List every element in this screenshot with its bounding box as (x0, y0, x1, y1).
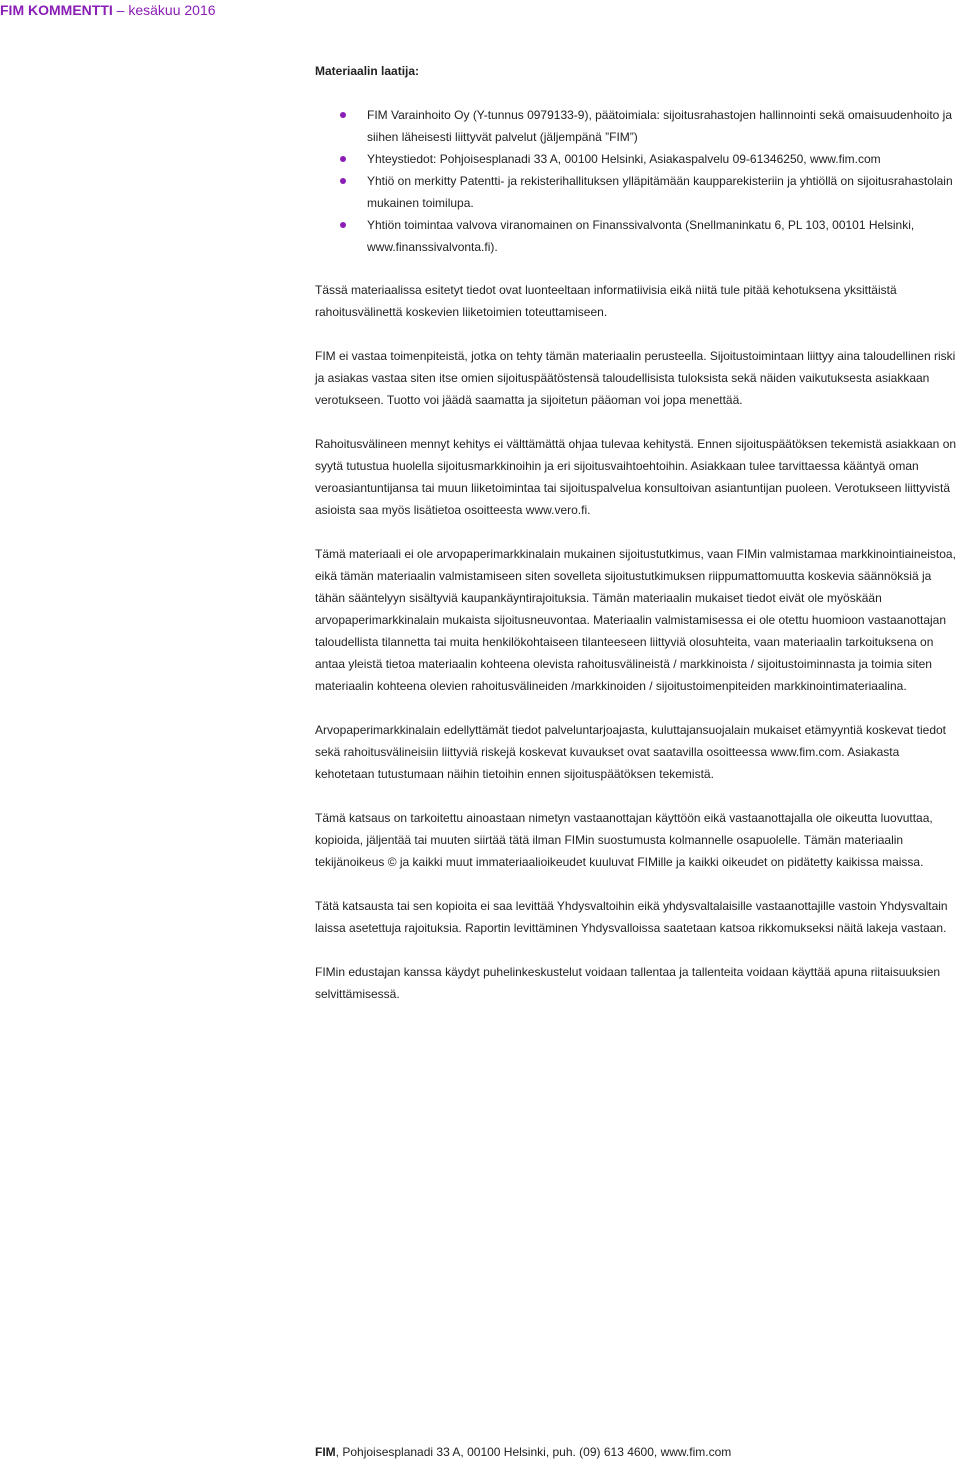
bullet-icon (340, 178, 346, 184)
paragraph-copyright: Tämä katsaus on tarkoitettu ainoastaan nimetyn vastaanottajan käyttöön eikä vastaanottajalla ole oikeutta luovuttaa, kopioida, jäljentää tai muuten siirtää tätä ilman FIMin suostumusta kolmannelle osapuolelle. Tämän materiaalin tekijänoikeus © ja kaikki muut immateriaalioikeudet kuuluvat FIMille ja kaikki oikeudet on pidätetty kaikissa maissa. (315, 811, 933, 869)
list-item (315, 170, 960, 214)
paragraph-service-info: Arvopaperimarkkinalain edellyttämät tiedot palveluntarjoajasta, kuluttajansuojalain mukaiset etämyyntiä koskevat tiedot sekä rahoitusvälineisiin liittyviä riskejä koskevat kuvaukset ovat saatavilla osoitteessa www.fim.com. Asiakasta kehotetaan tutustumaan näihin tietoihin ennen sijoituspäätöksen tekemistä. (315, 723, 947, 781)
paragraph-marketing-material: Tämä materiaali ei ole arvopaperimarkkinalain mukainen sijoitustutkimus, vaan FIMin valmistamaa markkinointiaineistoa, eikä tämän materiaalin valmistamiseen siten sovelleta sijoitustutkimuksen riippumattomuutta koskevia säännöksiä ja tähän sääntelyyn sisältyviä kaupankäyntirajoituksia. Tämän materiaalin mukaiset tiedot eivät ole myöskään arvopaperimarkkinalain mukaista sijoitusneuvontaa. Materiaalin valmistamisessa ei ole otettu huomioon vastaanottajan taloudellista tilannetta tai muita henkilökohtaiseen tilanteeseen liittyviä olosuhteita, vaan materiaalin tarkoituksena on antaa yleistä tietoa materiaalin kohteena olevista rahoitusvälineistä / markkinoista / sijoitustoiminnasta ja toimia siten materiaalin kohteena olevien rahoitusvälineiden /markkinoiden / sijoitustoimenpiteiden markkinointimateriaalina. (315, 547, 956, 693)
paragraph-past-performance: Rahoitusvälineen mennyt kehitys ei välttämättä ohjaa tulevaa kehitystä. Ennen sijoituspäätöksen tekemistä asiakkaan on syytä tutustua huolella sijoitusmarkkinoihin ja eri sijoitusvaihtoehtoihin. Asiakkaan tulee tarvittaessa kääntyä oman veroasiantuntijansa tai muun liiketoimintaa tai sijoituspalvelua konsultoivan asiantuntijan puoleen. Verotukseen liittyvistä asioista saa myös lisätietoa osoitteesta www.vero.fi. (315, 437, 957, 517)
footer-brand: FIM (315, 1445, 336, 1459)
list-item-text: FIM Varainhoito Oy (Y-tunnus 0979133-9), päätoimiala: sijoitusrahastojen hallinnointi sekä omaisuudenhoito ja siihen läheisesti liittyvät palvelut (jäljempänä ”FIM”) (367, 108, 953, 144)
header-brand: FIM KOMMENTTI (0, 2, 113, 18)
paragraph-informative: Tässä materiaalissa esitetyt tiedot ovat luonteeltaan informatiivisia eikä niitä tule pitää kehotuksena yksittäistä rahoitusvälinettä koskevien liiketoimien toteuttamiseen. (315, 283, 897, 319)
header-separator: – (116, 2, 125, 18)
list-item-text: Yhteystiedot: Pohjoisesplanadi 33 A, 00100 Helsinki, Asiakaspalvelu 09-61346250, www.fim.com (367, 152, 881, 166)
disclaimer-content (315, 60, 960, 1005)
list-item (315, 148, 960, 170)
paragraph-call-recording: FIMin edustajan kanssa käydyt puhelinkeskustelut voidaan tallentaa ja tallenteita voidaan käyttää apuna riitaisuuksien selvittämisessä. (315, 965, 941, 1001)
bullet-icon (340, 222, 346, 228)
author-info-list (315, 104, 960, 258)
list-item-text: Yhtiö on merkitty Patentti- ja rekisterihallituksen ylläpitämään kaupparekisteriin ja yhtiöllä on sijoitusrahastolain mukainen toimilupa. (367, 174, 953, 210)
list-item-text: Yhtiön toimintaa valvova viranomainen on Finanssivalvonta (Snellmaninkatu 6, PL 103, 00101 Helsinki, www.finanssivalvonta.fi). (367, 218, 915, 254)
footer-contact: , Pohjoisesplanadi 33 A, 00100 Helsinki, puh. (09) 613 4600, www.fim.com (335, 1445, 732, 1459)
bullet-icon (340, 112, 346, 118)
list-item (315, 214, 960, 258)
page-footer (315, 1443, 731, 1461)
paragraph-us-restriction: Tätä katsausta tai sen kopioita ei saa levittää Yhdysvaltoihin eikä yhdysvaltalaisille vastaanottajille vastoin Yhdysvaltain laissa asetettuja rajoituksia. Raportin levittäminen Yhdysvalloissa saatetaan katsoa rikkomukseksi näitä lakeja vastaan. (315, 899, 948, 935)
page-header (0, 0, 216, 20)
paragraph-liability: FIM ei vastaa toimenpiteistä, jotka on tehty tämän materiaalin perusteella. Sijoitustoimintaan liittyy aina taloudellinen riski ja asiakas vastaa siten itse omien sijoituspäätöstensä taloudellisista tuloksista sekä näiden vaikutuksesta asiakkaan verotukseen. Tuotto voi jäädä saamatta ja sijoitetun pääoman voi jopa menettää. (315, 349, 956, 407)
section-title: Materiaalin laatija: (315, 64, 420, 78)
bullet-icon (340, 156, 346, 162)
list-item (315, 104, 960, 148)
header-date: kesäkuu 2016 (128, 2, 216, 18)
